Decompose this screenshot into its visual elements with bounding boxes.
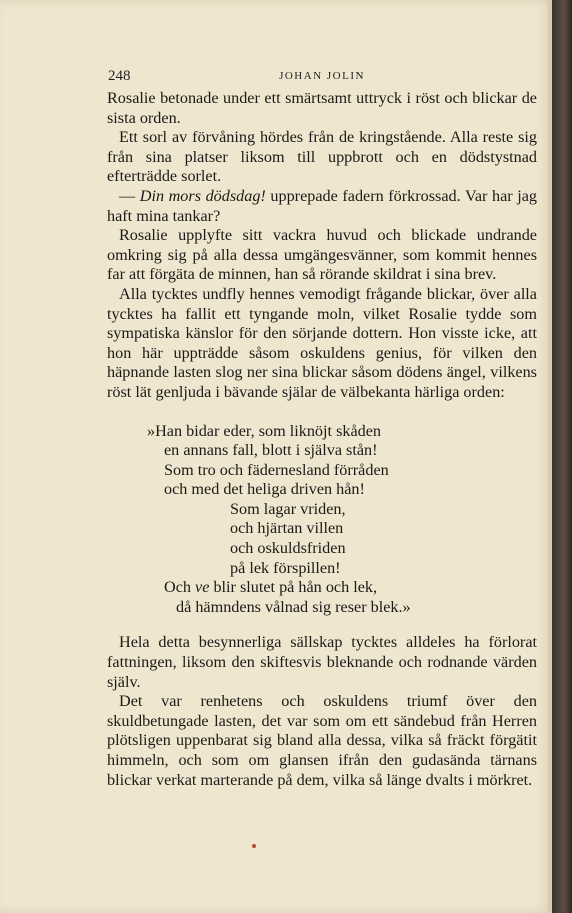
paragraph: Ett sorl av förvåning hördes från de kringstående. Alla reste sig från sina platser liksom till uppbrott och en dödstystnad efterträdde sorlet. [107,128,537,186]
page-number: 248 [108,68,131,84]
paragraph: Hela detta besynnerliga sällskap tycktes alldeles ha förlorat fattningen, liksom den skiftesvis bleknande och rodnande värden själv. [107,633,537,691]
paragraph: Rosalie betonade under ett smärtsamt uttryck i röst och blickar de sista orden. [107,89,537,127]
poem-line-start: Och [164,578,196,597]
page-text [107,89,537,790]
poem-line: och med det heliga driven hån! [164,480,365,499]
poem [107,422,537,618]
poem-line: Som lagar vriden, [230,499,346,518]
paragraph: Rosalie upplyfte sitt vackra huvud och blickade undrande omkring sig på alla dessa umgängesvänner, som kommit hennes far att förgäta de minnen, han så rörande skildrat i sina brev. [107,226,537,284]
poem-line: på lek förspillen! [230,558,341,577]
page-header [108,68,536,88]
paragraph: Alla tycktes undfly hennes vemodigt frågande blickar, över alla tycktes ha fallit ett tyngande moln, vilket Rosalie tydde som sympatiska känslor för den sörjande dottern. Hon visste icke, att hon här uppträdde såsom oskuldens genius, för vilken den häpnande lasten slog ner sina blickar såsom dödens ängel, vilkens röst lät genljuda i bävande själar de välbekanta härliga orden: [107,284,537,401]
poem-italic-word: ve [195,578,210,597]
poem-line: »Han bidar eder, som liknöjt skåden [147,421,382,440]
poem-line [107,578,537,598]
poem-line: en annans fall, blott i själva stån! [164,441,378,460]
ink-mark [252,844,256,848]
poem-line: och oskuldsfriden [230,539,346,558]
italic-exclamation: Din mors dödsdag! [139,186,266,205]
running-head: JOHAN JOLIN [279,70,365,82]
poem-line-end: blir slutet på hån och lek, [209,578,378,597]
paragraph-dialogue: — Din mors dödsdag! upprepade fadern förkrossad. Var har jag haft mina tankar? [107,186,537,225]
poem-line: och hjärtan villen [230,519,344,538]
book-spine [552,0,572,913]
paragraph: Det var renhetens och oskuldens triumf över den skuldbetungade lasten, det var som om ett sändebud från Herren plötsligen uppenbarat sig bland alla dessa, vilka så fräckt förgätit himmeln, och som om glansen ifrån den gudasända tärnans blickar verkat marterande på dem, vilka så länge dvalts i mörkret. [107,692,537,789]
poem-line: då hämndens vålnad sig reser blek.» [176,597,411,616]
paragraph-rest: upprepade fadern förkrossad. Var har jag haft mina tankar? [107,186,537,225]
poem-line: Som tro och fädernesland förråden [164,460,389,479]
